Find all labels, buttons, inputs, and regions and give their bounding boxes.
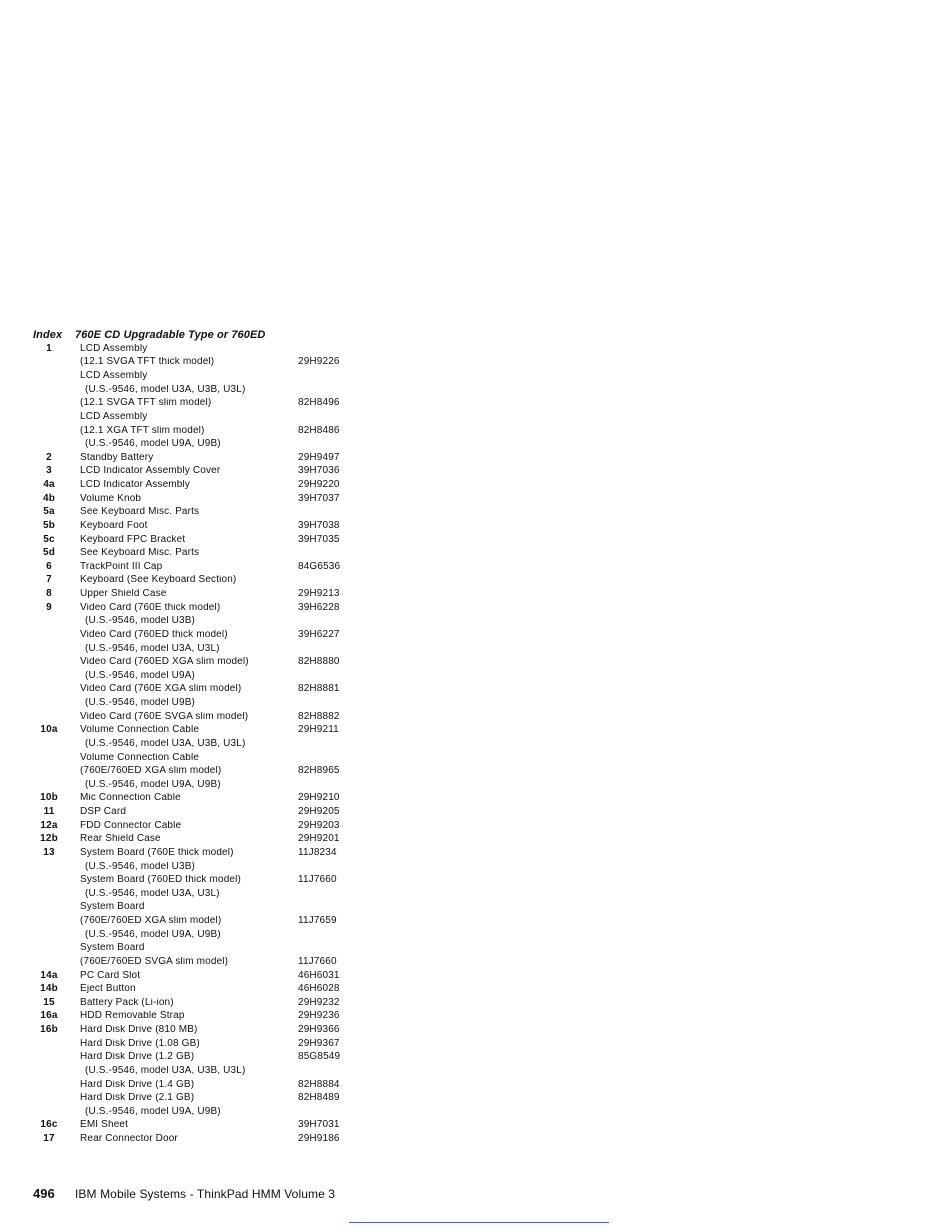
row-index [33,807,80,817]
row-part-number: 39H7038 [298,519,340,531]
row-description: (U.S.-9546, model U9A) [85,670,196,681]
row-part-number: 39H7031 [298,1119,340,1131]
row-index-value: 14b [40,983,58,995]
row-index-value: 4b [43,492,55,504]
row-index [33,562,80,572]
row-description: Hard Disk Drive (810 MB) [80,1025,198,1036]
table-row [33,1119,363,1133]
table-row [33,574,363,588]
table-row [33,628,363,642]
row-description: DSP Card [80,807,127,818]
table-row [33,751,363,765]
row-index [33,1011,80,1021]
row-part-number: 82H8882 [298,710,340,722]
row-description: Video Card (760E SVGA slim model) [80,711,249,722]
row-part-number: 29H9213 [298,588,340,600]
index-column-header: Index [33,328,63,341]
row-index-value: 2 [46,451,52,463]
row-description: (760E/760ED XGA slim model) [80,766,222,777]
row-index-value: 5a [43,506,55,518]
row-description: Video Card (760ED thick model) [80,629,228,640]
row-description: (U.S.-9546, model U3A, U3B, U3L) [85,384,246,395]
row-index [33,453,80,463]
table-row [33,642,363,656]
table-header [33,327,363,342]
row-description: (760E/760ED XGA slim model) [80,916,222,927]
row-index [33,657,80,667]
row-description: (12.1 SVGA TFT slim model) [80,398,212,409]
row-part-number: 11J8234 [298,846,337,858]
row-part-number: 82H8965 [298,765,340,777]
row-index [33,862,80,872]
row-description: LCD Indicator Assembly Cover [80,466,221,477]
table-row [33,914,363,928]
row-index [33,385,80,395]
row-index [33,1066,80,1076]
row-part-number: 29H9203 [298,819,340,831]
row-part-number: 29H9211 [298,724,339,736]
table-row [33,655,363,669]
row-description: LCD Assembly [80,371,148,382]
row-index [33,957,80,967]
table-body [33,342,363,1146]
table-row [33,873,363,887]
row-description: LCD Assembly [80,343,148,354]
row-description: (U.S.-9546, model U9A, U9B) [85,779,221,790]
row-part-number: 82H8496 [298,397,340,409]
row-index [33,480,80,490]
table-row [33,465,363,479]
table-row [33,1037,363,1051]
row-description: HDD Removable Strap [80,1011,185,1022]
table-row [33,833,363,847]
row-description: Mic Connection Cable [80,793,181,804]
bottom-rule [349,1222,609,1223]
table-row [33,1078,363,1092]
row-description: Standby Battery [80,452,154,463]
row-description: (U.S.-9546, model U3A, U3B, U3L) [85,738,246,749]
table-row [33,560,363,574]
row-description: System Board [80,902,145,913]
table-row [33,764,363,778]
row-part-number: 39H7037 [298,492,340,504]
row-description: EMI Sheet [80,1120,129,1131]
row-index-value: 1 [46,342,52,354]
row-description: (U.S.-9546, model U3B) [85,616,196,627]
row-index [33,466,80,476]
table-row [33,778,363,792]
row-index [33,821,80,831]
table-row [33,1132,363,1146]
row-description: Keyboard Foot [80,520,148,531]
row-description: Hard Disk Drive (1.4 GB) [80,1079,195,1090]
row-description: (12.1 SVGA TFT thick model) [80,357,215,368]
table-row [33,492,363,506]
table-row [33,724,363,738]
table-row [33,683,363,697]
row-index [33,739,80,749]
row-index [33,971,80,981]
page-number: 496 [33,1186,55,1201]
row-description: Keyboard (See Keyboard Section) [80,575,237,586]
table-row [33,356,363,370]
row-part-number: 84G6536 [298,560,341,572]
row-part-number: 39H6228 [298,601,340,613]
parts-table [33,327,363,1146]
table-row [33,955,363,969]
row-index [33,1134,80,1144]
table-row [33,424,363,438]
row-part-number: 29H9226 [298,356,340,368]
row-index [33,780,80,790]
table-row [33,383,363,397]
table-row [33,669,363,683]
table-row [33,805,363,819]
row-description: TrackPoint III Cap [80,561,163,572]
row-description: Upper Shield Case [80,589,167,600]
table-row [33,410,363,424]
row-index [33,930,80,940]
row-index-value: 10a [40,724,58,736]
row-part-number: 29H9232 [298,996,340,1008]
row-part-number: 11J7660 [298,874,337,886]
row-description: FDD Connector Cable [80,820,182,831]
row-index [33,766,80,776]
row-index [33,684,80,694]
row-part-number: 39H7035 [298,533,340,545]
row-description: (U.S.-9546, model U9B) [85,698,196,709]
row-index-value: 16b [40,1024,58,1036]
row-index [33,1093,80,1103]
table-row [33,982,363,996]
row-index [33,902,80,912]
row-description: System Board (760E thick model) [80,847,234,858]
row-index [33,548,80,558]
row-description: (U.S.-9546, model U9A, U9B) [85,1106,221,1117]
table-row [33,1010,363,1024]
row-index [33,1039,80,1049]
row-description: Battery Pack (Li-ion) [80,997,174,1008]
row-index [33,521,80,531]
table-row [33,860,363,874]
row-part-number: 11J7659 [298,915,337,927]
row-index [33,671,80,681]
row-description: LCD Assembly [80,411,148,422]
row-description: Video Card (760E XGA slim model) [80,684,242,695]
row-index [33,984,80,994]
table-row [33,601,363,615]
table-row [33,942,363,956]
row-index [33,725,80,735]
row-index [33,943,80,953]
table-row [33,451,363,465]
table-row [33,546,363,560]
table-row [33,397,363,411]
table-row [33,996,363,1010]
row-index-value: 7 [46,574,52,586]
row-description: Volume Connection Cable [80,752,200,763]
row-description: (U.S.-9546, model U3B) [85,861,196,872]
row-description: System Board (760ED thick model) [80,875,241,886]
row-part-number: 39H7036 [298,465,340,477]
row-part-number: 46H6031 [298,969,340,981]
row-index [33,1107,80,1117]
row-description: (760E/760ED SVGA slim model) [80,956,229,967]
row-index-value: 9 [46,601,52,613]
table-row [33,533,363,547]
row-part-number: 82H8486 [298,424,340,436]
row-part-number: 11J7660 [298,955,337,967]
row-part-number: 39H6227 [298,628,340,640]
row-index-value: 3 [46,465,52,477]
row-description: Rear Connector Door [80,1134,178,1145]
row-index-value: 16a [40,1010,58,1022]
row-index [33,698,80,708]
page-footer [33,1186,335,1201]
row-description: See Keyboard Misc. Parts [80,548,200,559]
table-row [33,710,363,724]
table-row [33,519,363,533]
row-description: (U.S.-9546, model U9A, U9B) [85,929,221,940]
row-index [33,848,80,858]
row-index-value: 10b [40,792,58,804]
row-description: (U.S.-9546, model U3A, U3L) [85,888,220,899]
row-index-value: 13 [43,846,55,858]
row-index [33,753,80,763]
table-row [33,1023,363,1037]
row-index-value: 5b [43,519,55,531]
row-index [33,793,80,803]
row-description: LCD Indicator Assembly [80,480,191,491]
row-description: Rear Shield Case [80,834,161,845]
row-index-value: 5c [43,533,55,545]
table-row [33,846,363,860]
row-index [33,535,80,545]
row-index-value: 6 [46,560,52,572]
table-row [33,737,363,751]
row-part-number: 29H9220 [298,479,340,491]
row-index [33,1025,80,1035]
row-description: System Board [80,943,145,954]
row-description: Video Card (760E thick model) [80,602,221,613]
table-title: 760E CD Upgradable Type or 760ED [75,328,266,341]
table-row [33,615,363,629]
row-index [33,1120,80,1130]
row-index [33,507,80,517]
row-index-value: 5d [43,547,55,559]
row-part-number: 29H9367 [298,1037,340,1049]
row-index [33,630,80,640]
row-description: Hard Disk Drive (1.2 GB) [80,1052,195,1063]
row-index [33,1080,80,1090]
table-row [33,901,363,915]
row-description: (U.S.-9546, model U9A, U9B) [85,439,221,450]
table-row [33,437,363,451]
table-row [33,478,363,492]
row-part-number: 85G8549 [298,1051,341,1063]
row-index [33,398,80,408]
row-index [33,644,80,654]
row-description: (12.1 XGA TFT slim model) [80,425,205,436]
row-index [33,998,80,1008]
row-part-number: 29H9236 [298,1010,340,1022]
table-row [33,819,363,833]
table-row [33,369,363,383]
row-index-value: 15 [43,996,55,1008]
table-row [33,587,363,601]
table-row [33,792,363,806]
row-description: Keyboard FPC Bracket [80,534,186,545]
row-index-value: 12a [40,819,58,831]
row-part-number: 82H8884 [298,1078,340,1090]
row-index [33,371,80,381]
row-part-number: 29H9497 [298,451,340,463]
row-part-number: 29H9210 [298,792,340,804]
row-index-value: 4a [43,479,55,491]
row-index-value: 17 [43,1133,55,1145]
row-part-number: 82H8880 [298,656,340,668]
row-index [33,712,80,722]
table-row [33,928,363,942]
row-part-number: 29H9205 [298,806,340,818]
row-part-number: 29H9366 [298,1024,340,1036]
row-description: Hard Disk Drive (1.08 GB) [80,1038,200,1049]
row-index [33,875,80,885]
row-description: See Keyboard Misc. Parts [80,507,200,518]
row-part-number: 82H8881 [298,683,340,695]
row-index [33,426,80,436]
row-index [33,494,80,504]
row-description: (U.S.-9546, model U3A, U3L) [85,643,220,654]
table-row [33,696,363,710]
row-index [33,344,80,354]
row-part-number: 29H9186 [298,1133,340,1145]
row-description: Video Card (760ED XGA slim model) [80,657,249,668]
row-index [33,589,80,599]
row-index-value: 14a [40,969,58,981]
row-index [33,439,80,449]
row-index-value: 11 [43,806,55,818]
row-description: Hard Disk Drive (2.1 GB) [80,1093,195,1104]
table-row [33,887,363,901]
row-index [33,1052,80,1062]
row-index-value: 8 [46,588,52,600]
row-index [33,889,80,899]
row-part-number: 82H8489 [298,1092,340,1104]
table-row [33,1105,363,1119]
row-index [33,357,80,367]
row-index [33,412,80,422]
table-row [33,969,363,983]
row-part-number: 46H6028 [298,983,340,995]
table-row [33,342,363,356]
row-description: Eject Button [80,984,136,995]
row-description: Volume Knob [80,493,142,504]
row-index [33,616,80,626]
row-index-value: 16c [40,1119,58,1131]
row-index-value: 12b [40,833,58,845]
row-description: PC Card Slot [80,970,141,981]
row-description: (U.S.-9546, model U3A, U3B, U3L) [85,1065,246,1076]
table-row [33,506,363,520]
footer-title: IBM Mobile Systems - ThinkPad HMM Volume 3 [75,1187,336,1201]
table-row [33,1064,363,1078]
row-index [33,575,80,585]
row-index [33,834,80,844]
row-index [33,916,80,926]
row-part-number: 29H9201 [298,833,340,845]
row-description: Volume Connection Cable [80,725,200,736]
row-index [33,603,80,613]
table-row [33,1051,363,1065]
table-row [33,1091,363,1105]
